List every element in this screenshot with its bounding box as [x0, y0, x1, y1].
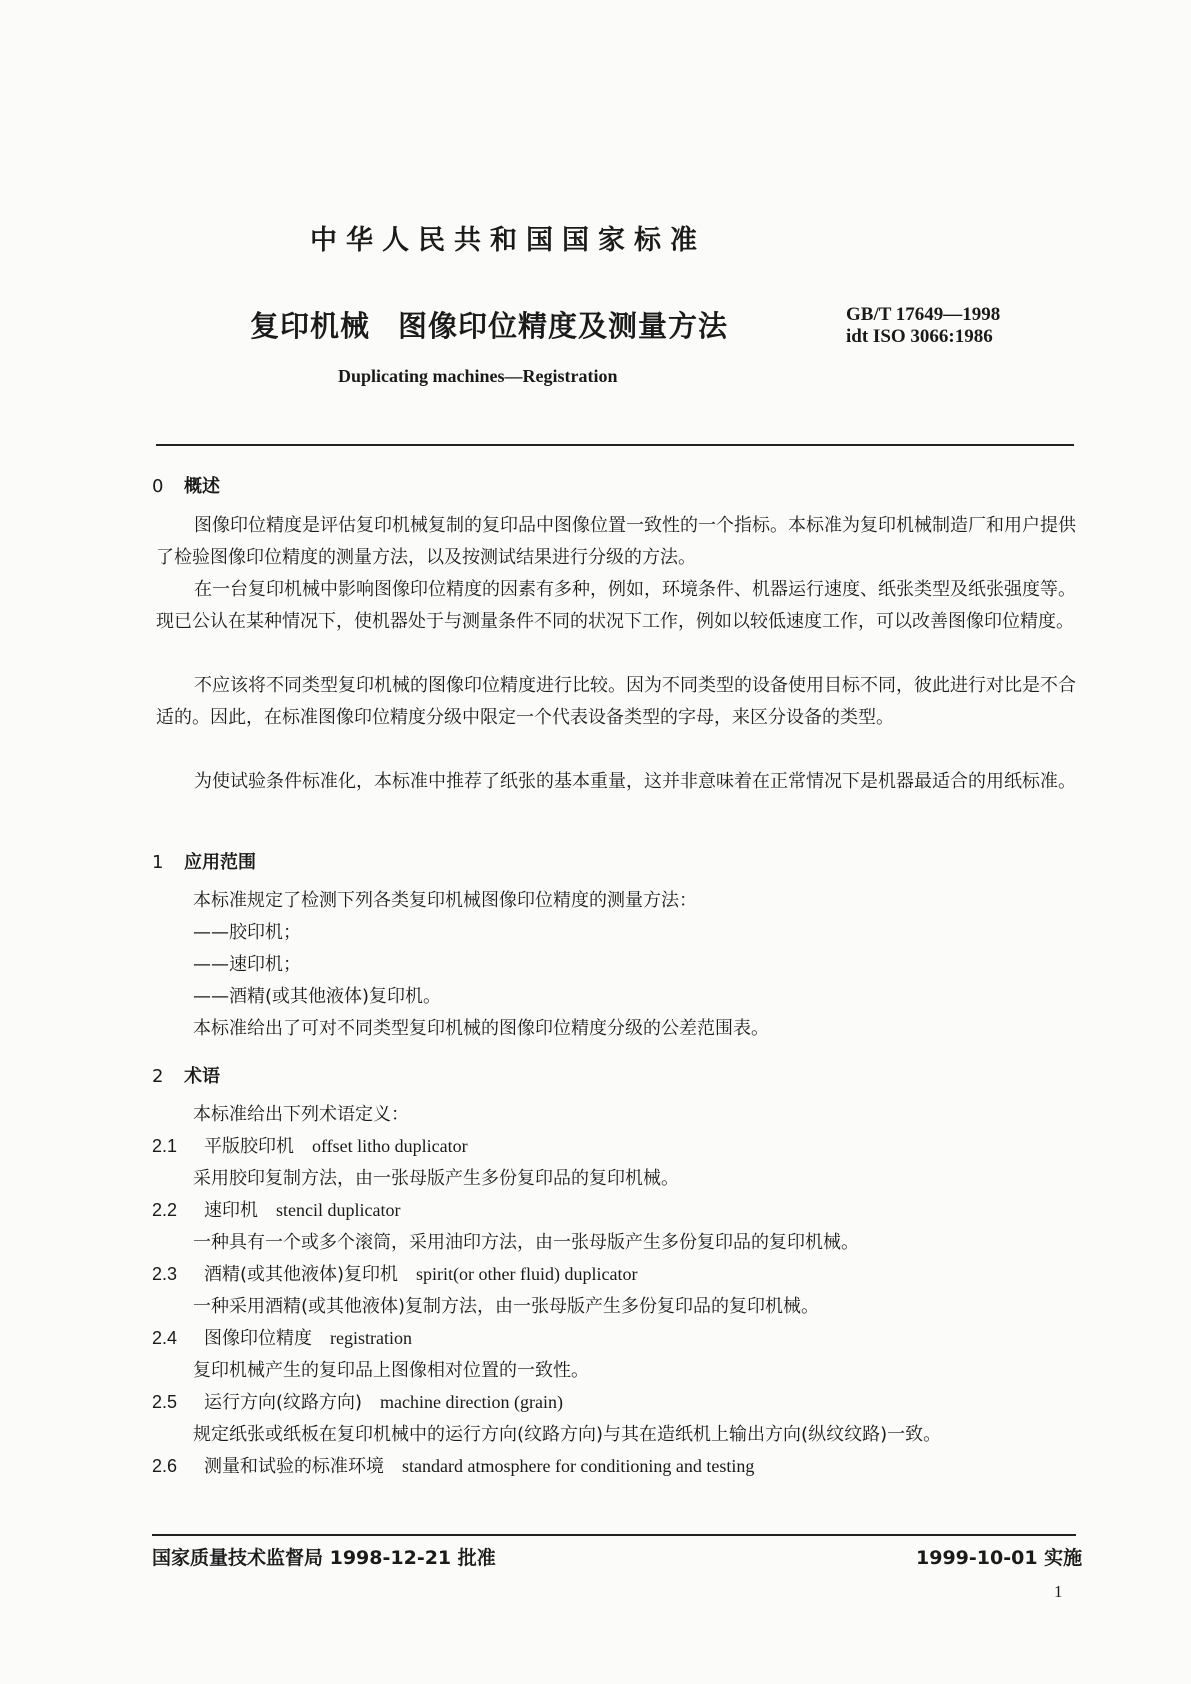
- section-1-title: 应用范围: [184, 852, 256, 873]
- term-chinese: 平版胶印机: [204, 1136, 294, 1157]
- section-2-title: 术语: [184, 1066, 220, 1087]
- term-2-3: [152, 1260, 638, 1286]
- title-chinese-part2: 图像印位精度及测量方法: [398, 309, 729, 343]
- section-1-outro: 本标准给出了可对不同类型复印机械的图像印位精度分级的公差范围表。: [193, 1018, 769, 1039]
- page-number: 1: [1054, 1582, 1063, 1601]
- section-1-intro: 本标准规定了检测下列各类复印机械图像印位精度的测量方法：: [193, 890, 697, 911]
- term-number: 2.3: [152, 1264, 178, 1284]
- term-number: 2.5: [152, 1392, 178, 1412]
- section-1-number: 1: [152, 852, 164, 873]
- term-english: registration: [330, 1328, 412, 1348]
- term-english: machine direction (grain): [380, 1392, 563, 1412]
- term-2-4: [152, 1324, 412, 1350]
- term-definition: 规定纸张或纸板在复印机械中的运行方向(纹路方向)与其在造纸机上输出方向(纵纹纹路)一致。: [193, 1424, 942, 1445]
- term-chinese: 酒精(或其他液体)复印机: [204, 1264, 399, 1285]
- section-2-number: 2: [152, 1066, 164, 1087]
- section-0-paragraph-1: 图像印位精度是评估复印机械复制的复印品中图像位置一致性的一个指标。本标准为复印机械制造厂和用户提供了检验图像印位精度的测量方法，以及按测试结果进行分级的方法。: [156, 515, 1076, 568]
- term-chinese: 图像印位精度: [204, 1328, 312, 1349]
- term-chinese: 测量和试验的标准环境: [204, 1456, 384, 1477]
- national-standard-heading: 中华人民共和国国家标准: [310, 225, 706, 256]
- header-divider: [156, 444, 1074, 446]
- section-0-number: 0: [152, 476, 164, 497]
- term-chinese: 速印机: [204, 1200, 258, 1221]
- list-item: ——酒精(或其他液体)复印机。: [193, 986, 442, 1007]
- section-2-intro: 本标准给出下列术语定义：: [193, 1104, 409, 1125]
- term-number: 2.2: [152, 1200, 178, 1220]
- standard-number: GB/T 17649—1998: [846, 304, 1001, 325]
- section-0-paragraph-4: 为使试验条件标准化，本标准中推荐了纸张的基本重量，这并非意味着在正常情况下是机器最适合的用纸标准。: [194, 771, 1076, 792]
- term-english: stencil duplicator: [276, 1200, 401, 1220]
- term-number: 2.1: [152, 1136, 178, 1156]
- title-chinese-part1: 复印机械: [250, 309, 371, 343]
- standard-idt: idt ISO 3066:1986: [846, 326, 993, 347]
- term-number: 2.6: [152, 1456, 178, 1476]
- footer-divider: [152, 1534, 1076, 1536]
- term-2-1: [152, 1132, 468, 1158]
- title-chinese: [250, 304, 728, 345]
- section-1-heading: [152, 848, 256, 874]
- term-definition: 一种采用酒精(或其他液体)复制方法，由一张母版产生多份复印品的复印机械。: [193, 1296, 820, 1317]
- term-chinese: 运行方向(纹路方向): [204, 1392, 363, 1413]
- term-definition: 一种具有一个或多个滚筒，采用油印方法，由一张母版产生多份复印品的复印机械。: [193, 1232, 859, 1253]
- term-2-6: [152, 1452, 754, 1478]
- term-definition: 复印机械产生的复印品上图像相对位置的一致性。: [193, 1360, 589, 1381]
- term-2-2: [152, 1196, 400, 1222]
- list-item: ——速印机；: [193, 954, 301, 975]
- term-number: 2.4: [152, 1328, 178, 1348]
- list-item: ——胶印机；: [193, 922, 301, 943]
- section-0-paragraph-3: 不应该将不同类型复印机械的图像印位精度进行比较。因为不同类型的设备使用目标不同，彼此进行对比是不合适的。因此，在标准图像印位精度分级中限定一个代表设备类型的字母，来区分设备的类型。: [156, 675, 1076, 728]
- section-0-heading: [152, 472, 220, 498]
- term-2-5: [152, 1388, 563, 1414]
- term-definition: 采用胶印复制方法，由一张母版产生多份复印品的复印机械。: [193, 1168, 679, 1189]
- approval-date: 国家质量技术监督局 1998-12-21 批准: [152, 1547, 496, 1569]
- term-english: standard atmosphere for conditioning and testing: [402, 1456, 755, 1476]
- section-0-title: 概述: [184, 476, 220, 497]
- term-english: spirit(or other fluid) duplicator: [416, 1264, 638, 1284]
- standard-number-block: [846, 304, 1000, 348]
- section-0-paragraph-2: 在一台复印机械中影响图像印位精度的因素有多种，例如，环境条件、机器运行速度、纸张类型及纸张强度等。现已公认在某种情况下，使机器处于与测量条件不同的状况下工作，例如以较低速度工作，可以改善图像印位精度。: [156, 579, 1076, 632]
- title-english: Duplicating machines—Registration: [338, 366, 618, 386]
- section-2-heading: [152, 1062, 220, 1088]
- term-english: offset litho duplicator: [312, 1136, 468, 1156]
- effective-date: 1999-10-01 实施: [916, 1547, 1083, 1569]
